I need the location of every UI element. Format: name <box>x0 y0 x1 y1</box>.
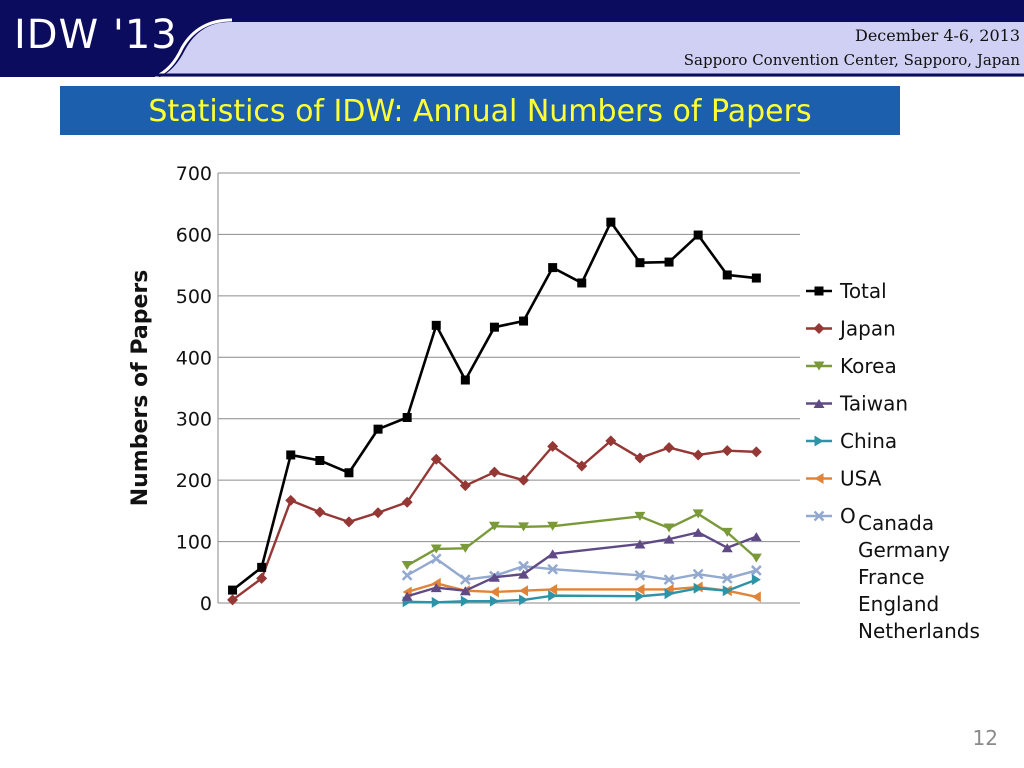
data-point-usa <box>752 591 761 602</box>
data-point-china <box>490 596 499 607</box>
data-point-total <box>694 231 703 240</box>
other-countries-list <box>858 510 984 645</box>
data-point-japan <box>373 507 384 518</box>
data-point-china <box>752 574 761 585</box>
other-country-label: Netherlands <box>858 619 980 643</box>
legend-marker <box>815 287 824 296</box>
conference-venue: Sapporo Convention Center, Sapporo, Japan <box>683 51 1020 69</box>
data-point-total <box>606 218 615 227</box>
slide-title: Statistics of IDW: Annual Numbers of Papers <box>148 94 812 129</box>
data-point-china <box>461 596 470 607</box>
data-point-japan <box>285 495 296 506</box>
data-point-korea <box>402 561 413 570</box>
header-banner <box>0 0 1024 77</box>
data-point-total <box>432 321 441 330</box>
data-point-other <box>403 571 412 580</box>
y-tick-label: 100 <box>175 531 212 554</box>
legend-marker <box>815 436 824 447</box>
legend-marker <box>814 323 825 334</box>
data-point-total <box>374 425 383 434</box>
legend-marker <box>815 473 824 484</box>
data-point-total <box>228 586 237 595</box>
legend-label: USA <box>840 466 882 491</box>
data-point-japan <box>314 507 325 518</box>
data-point-japan <box>343 516 354 527</box>
data-point-korea <box>664 524 675 533</box>
legend-label: China <box>840 429 898 453</box>
data-point-total <box>403 413 412 422</box>
other-country-label: England <box>858 592 940 616</box>
y-tick-label: 700 <box>175 163 212 185</box>
slide-title-box <box>60 86 900 135</box>
data-point-total <box>315 456 324 465</box>
data-point-total <box>519 317 528 326</box>
data-point-total <box>344 468 353 477</box>
other-country-label: Germany <box>858 538 950 562</box>
legend-label: Taiwan <box>840 391 909 416</box>
data-point-total <box>635 258 644 267</box>
legend-label: Korea <box>840 354 897 378</box>
data-point-usa <box>490 586 499 597</box>
data-point-total <box>577 278 586 287</box>
data-point-other <box>432 554 441 563</box>
data-point-japan <box>722 445 733 456</box>
legend-label: O <box>840 504 856 528</box>
y-tick-label: 400 <box>175 347 212 370</box>
data-point-japan <box>664 442 675 453</box>
data-point-total <box>286 450 295 459</box>
y-tick-label: 500 <box>175 285 212 308</box>
y-tick-label: 200 <box>175 470 212 493</box>
data-point-japan <box>634 453 645 464</box>
data-point-total <box>723 270 732 279</box>
data-point-total <box>548 263 557 272</box>
data-point-total <box>752 274 761 283</box>
data-point-japan <box>489 467 500 478</box>
data-point-total <box>461 376 470 385</box>
other-country-label: France <box>858 565 925 589</box>
data-point-total <box>665 258 674 267</box>
logo-text: IDW '13 <box>14 12 178 58</box>
y-tick-label: 300 <box>175 408 212 431</box>
y-axis-label: Numbers of Papers <box>128 269 153 507</box>
data-point-total <box>490 323 499 332</box>
page-number: 12 <box>972 726 998 750</box>
data-point-taiwan <box>751 532 762 541</box>
data-point-china <box>519 594 528 605</box>
other-country-label: Canada <box>858 511 935 535</box>
series-line-korea <box>407 514 756 566</box>
y-tick-label: 600 <box>175 224 212 247</box>
series-line-total <box>233 222 757 590</box>
data-point-korea <box>751 554 762 563</box>
data-point-japan <box>751 446 762 457</box>
data-point-japan <box>693 449 704 460</box>
series-line-other <box>407 559 756 580</box>
conference-date: December 4-6, 2013 <box>855 26 1020 45</box>
legend-label: Total <box>840 279 887 303</box>
y-tick-label: 0 <box>199 593 212 615</box>
data-point-usa <box>519 585 528 596</box>
data-point-total <box>257 563 266 572</box>
data-point-china <box>432 597 441 608</box>
legend-label: Japan <box>840 316 896 341</box>
